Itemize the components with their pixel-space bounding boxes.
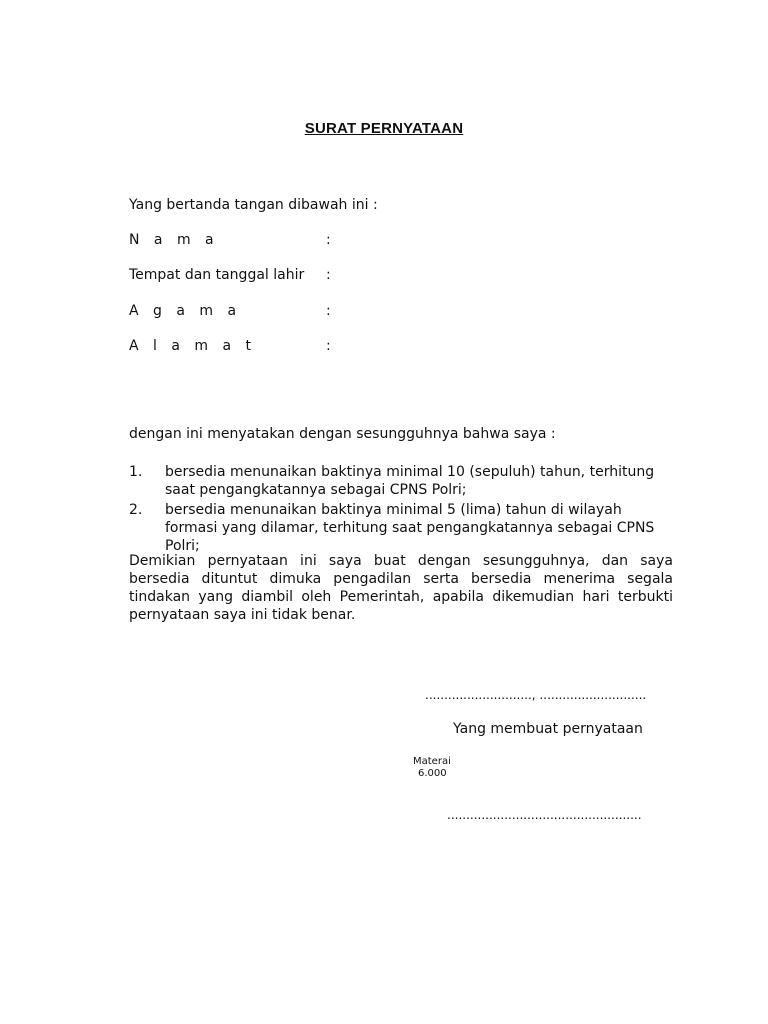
field-label-alamat: A l a m a t: [129, 338, 257, 354]
field-label-agama: A g a m a: [129, 303, 242, 319]
list-number-2: 2.: [129, 502, 143, 518]
field-colon-ttl: :: [326, 267, 331, 283]
place-date-line: ............................, ............................: [425, 688, 647, 702]
signer-label: Yang membuat pernyataan: [453, 721, 643, 737]
stamp-value: 6.000: [418, 768, 447, 779]
field-colon-agama: :: [326, 303, 331, 319]
field-colon-nama: :: [326, 232, 331, 248]
field-label-ttl: Tempat dan tanggal lahir: [129, 267, 305, 283]
list-number-1: 1.: [129, 464, 143, 480]
list-item-2: bersedia menunaikan baktinya minimal 5 (lima) tahun di wilayah formasi yang dilamar, terhitung saat pengangkatannya sebagai CPNS Polri;: [165, 502, 655, 554]
stamp-label: Materai: [413, 756, 451, 767]
field-label-nama: N a m a: [129, 232, 219, 248]
signature-line: ...................................................: [447, 808, 642, 822]
intro-text: Yang bertanda tangan dibawah ini :: [129, 197, 378, 213]
document-title: SURAT PERNYATAAN: [304, 120, 464, 137]
statement-intro: dengan ini menyatakan dengan sesungguhnya bahwa saya :: [129, 426, 556, 442]
closing-paragraph: Demikian pernyataan ini saya buat dengan sesungguhnya, dan saya bersedia dituntut dimuka pengadilan serta bersedia menerima segala tindakan yang diambil oleh Pemerintah, apabila dikemudian hari terbukti pernyataan saya ini tidak benar.: [129, 553, 673, 623]
list-item-1: bersedia menunaikan baktinya minimal 10 (sepuluh) tahun, terhitung saat pengangkatannya sebagai CPNS Polri;: [165, 464, 655, 498]
field-colon-alamat: :: [326, 338, 331, 354]
